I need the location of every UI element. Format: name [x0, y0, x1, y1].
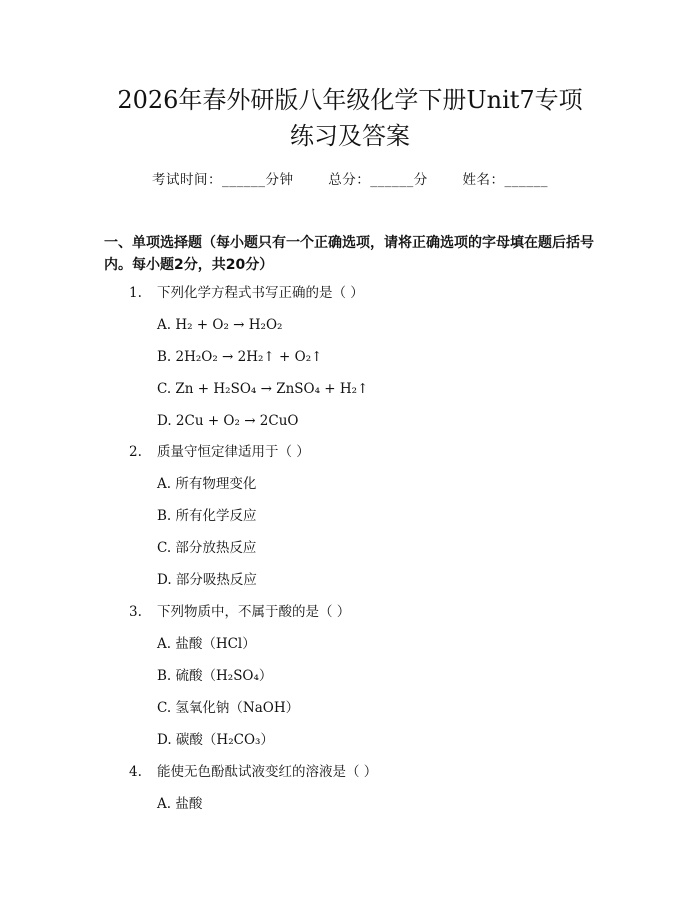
option-2b: B. 所有化学反应 [157, 508, 257, 524]
question-number: 2. [129, 444, 142, 460]
option-3c: C. 氢氧化钠（NaOH） [157, 700, 300, 716]
option-1a: A. H₂ + O₂ → H₂O₂ [157, 317, 283, 333]
exam-meta [0, 168, 700, 188]
option-1d: D. 2Cu + O₂ → 2CuO [157, 413, 299, 429]
question-text: 质量守恒定律适用于（ ） [157, 444, 310, 460]
question-number: 1. [129, 285, 142, 301]
option-3d: D. 碳酸（H₂CO₃） [157, 732, 274, 748]
question-2 [129, 443, 310, 461]
option-4a: A. 盐酸 [157, 796, 203, 812]
section-heading: 一、单项选择题（每小题只有一个正确选项，请将正确选项的字母填在题后括号内。每小题2分，共20分） [104, 235, 594, 273]
question-text: 下列物质中，不属于酸的是（ ） [157, 604, 351, 620]
question-number: 3. [129, 604, 142, 620]
option-3b: B. 硫酸（H₂SO₄） [157, 668, 273, 684]
question-text: 下列化学方程式书写正确的是（ ） [157, 285, 364, 301]
question-number: 4. [129, 764, 142, 780]
option-2c: C. 部分放热反应 [157, 540, 257, 556]
option-3a: A. 盐酸（HCl） [157, 636, 256, 652]
option-1b: B. 2H₂O₂ → 2H₂↑ + O₂↑ [157, 349, 323, 365]
question-3 [129, 603, 350, 621]
option-1c: C. Zn + H₂SO₄ → ZnSO₄ + H₂↑ [157, 381, 369, 397]
question-4 [129, 763, 377, 781]
option-2a: A. 所有物理变化 [157, 476, 257, 492]
question-1 [129, 284, 364, 302]
option-2d: D. 部分吸热反应 [157, 572, 257, 588]
exam-time-field: 考试时间：______分钟 [151, 172, 294, 188]
document-title-line-2: 练习及答案 [290, 122, 410, 150]
student-name-field: 姓名：______ [462, 172, 549, 188]
question-text: 能使无色酚酞试液变红的溶液是（ ） [157, 764, 378, 780]
total-score-field: 总分：______分 [328, 172, 428, 188]
document-title-line-1: 2026年春外研版八年级化学下册Unit7专项 [117, 86, 583, 114]
